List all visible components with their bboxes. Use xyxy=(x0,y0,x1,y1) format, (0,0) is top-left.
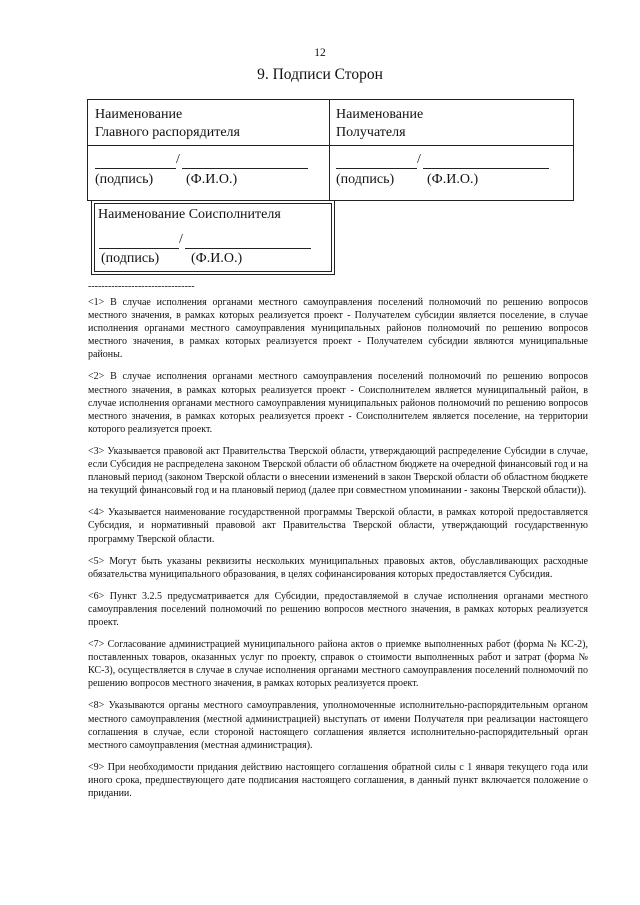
signature-line xyxy=(99,248,179,249)
main-manager-header: Наименование Главного распорядителя xyxy=(95,107,240,140)
name-line xyxy=(182,168,308,169)
name-line xyxy=(423,168,549,169)
table-row-divider xyxy=(88,145,573,146)
slash-separator: / xyxy=(179,232,183,247)
footnote: <2> В случае исполнения органами местного самоуправления поселений полномочий по решению вопросов местного значения, в рамках которых реализуется проект - Соисполнителем является муниципальный район, в случае исполнения органами местного самоуправления муниципальных районов полномочий по решению вопросов местного значения, в рамках которых реализуется проект - Соисполнителем является поселение, на территории которого реализуется проект. xyxy=(88,371,588,435)
co-executor-box xyxy=(91,200,335,275)
signature-caption: (подпись) xyxy=(336,172,395,187)
name-caption: (Ф.И.О.) xyxy=(427,172,479,187)
signature-line xyxy=(336,168,417,169)
footnotes xyxy=(88,296,588,809)
signature-caption: (подпись) xyxy=(101,251,160,266)
co-executor-header: Наименование Соисполнителя xyxy=(98,207,281,222)
name-line xyxy=(185,248,311,249)
footnote: <8> Указываются органы местного самоуправления, уполномоченные исполнительно-распорядительным органом местного самоуправления (местной администрацией) выступать от имени Получателя при реализации настоящего соглашения в случае, если стороной настоящего соглашения является исполнительно-распорядительный орган местного самоуправления (местная администрация). xyxy=(88,700,588,751)
signature-caption: (подпись) xyxy=(95,172,154,187)
footnote: <4> Указывается наименование государственной программы Тверской области, в рамках которой предоставляется Субсидия, и нормативный правовой акт Правительства Тверской области, утверждающий государственную программу Тверской области. xyxy=(88,507,588,545)
footnote: <5> Могут быть указаны реквизиты нескольких муниципальных правовых актов, обуславливающих расходные обязательства муниципального образования, в целях софинансирования которых предоставляется Субсидия. xyxy=(88,555,588,580)
slash-separator: / xyxy=(417,152,421,167)
signature-table xyxy=(87,99,574,201)
recipient-header: Наименование Получателя xyxy=(336,107,424,140)
table-column-divider xyxy=(329,100,330,200)
footnote: <1> В случае исполнения органами местного самоуправления поселений полномочий по решению вопросов местного значения, в рамках которых реализуется проект - Получателем субсидии является поселение, в случае исполнения органами местного самоуправления муниципальных районов полномочий по решению вопросов местного значения, в рамках которых реализуется проект - Получателем субсидии являются муниципальные районы. xyxy=(88,297,588,361)
page-number: 12 xyxy=(314,47,326,59)
name-caption: (Ф.И.О.) xyxy=(191,251,243,266)
slash-separator: / xyxy=(176,152,180,167)
footnote: <9> При необходимости придания действию настоящего соглашения обратной силы с 1 января текущего года или иного срока, предшествующего дате подписания настоящего соглашения, в данный пункт включается положение о придании. xyxy=(88,761,588,799)
section-title: 9. Подписи Сторон xyxy=(257,66,383,83)
footnote: <3> Указывается правовой акт Правительства Тверской области, утверждающий распределение Субсидии в случае, если Субсидия не распределена законом Тверской области об областном бюджете на очередной финансовый год и на плановый период (законом Тверской области о внесении изменений в закон Тверской области об областном бюджете на текущий финансовый год и на плановый период (далее при совместном упоминании - законы Тверской области)). xyxy=(88,445,588,497)
footnote: <6> Пункт 3.2.5 предусматривается для Субсидии, предоставляемой в случае исполнения органами местного самоуправления поселений полномочий по решению вопросов местного значения, в рамках которых реализуется проект. xyxy=(88,590,588,628)
footnote-separator: -------------------------------- xyxy=(88,281,195,292)
footnote: <7> Согласование администрацией муниципального района актов о приемке выполненных работ (форма № КС-2), поставленных товаров, оказанных услуг по проекту, справок о стоимости выполненных работ и затрат (форма № КС-3), осуществляется в случае в случае исполнения органами местного самоуправления поселений полномочий по решению вопросов местного значения, в рамках которых реализуется проект. xyxy=(88,639,588,690)
signature-line xyxy=(95,168,176,169)
name-caption: (Ф.И.О.) xyxy=(186,172,238,187)
